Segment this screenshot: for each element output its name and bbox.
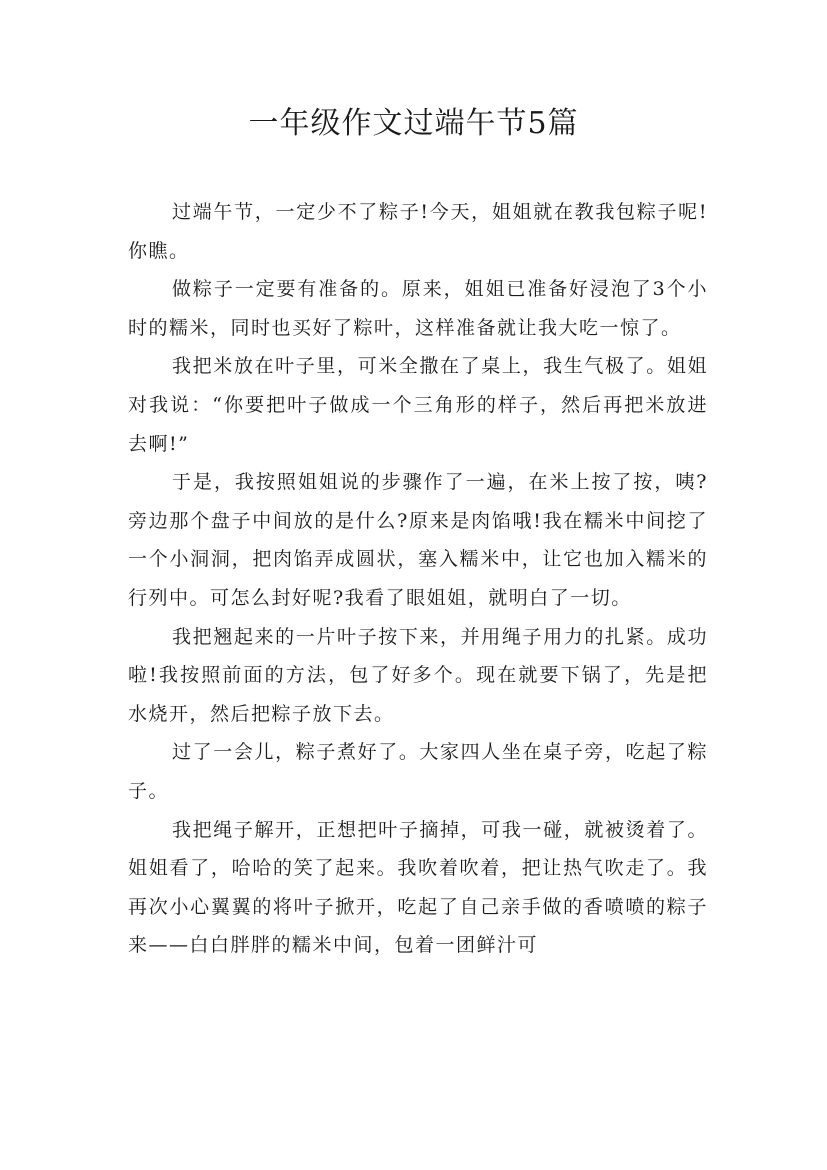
paragraph-2: 做粽子一定要有准备的。原来，姐姐已准备好浸泡了3个小时的糯米，同时也买好了粽叶，这样准备就让我大吃一惊了。 <box>128 278 708 339</box>
paragraph-4: 于是，我按照姐姐说的步骤作了一遍，在米上按了按，咦?旁边那个盘子中间放的是什么?原来是肉馅哦!我在糯米中间挖了一个小洞洞，把肉馅弄成圆状，塞入糯米中，让它也加入糯米的行列中。可怎么封好呢?我看了眼姐姐，就明白了一切。 <box>128 471 708 609</box>
paragraph-6: 过了一会儿，粽子煮好了。大家四人坐在桌子旁，吃起了粽子。 <box>128 741 708 802</box>
document-body <box>128 193 708 965</box>
paragraph-7: 我把绳子解开，正想把叶子摘掉，可我一碰，就被烫着了。姐姐看了，哈哈的笑了起来。我吹着吹着，把让热气吹走了。我再次小心翼翼的将叶子掀开，吃起了自己亲手做的香喷喷的粽子来——白白胖胖的糯米中间，包着一团鲜汁可 <box>128 818 708 957</box>
paragraph-3: 我把米放在叶子里，可米全撒在了桌上，我生气极了。姐姐对我说：“你要把叶子做成一个三角形的样子，然后再把米放进去啊!” <box>128 355 708 455</box>
paragraph-1: 过端午节，一定少不了粽子!今天，姐姐就在教我包粽子呢!你瞧。 <box>128 201 708 262</box>
paragraph-5: 我把翘起来的一片叶子按下来，并用绳子用力的扎紧。成功啦!我按照前面的方法，包了好多个。现在就要下锅了，先是把水烧开，然后把粽子放下去。 <box>128 625 708 725</box>
document-title: 一年级作文过端午节5篇 <box>248 106 579 141</box>
